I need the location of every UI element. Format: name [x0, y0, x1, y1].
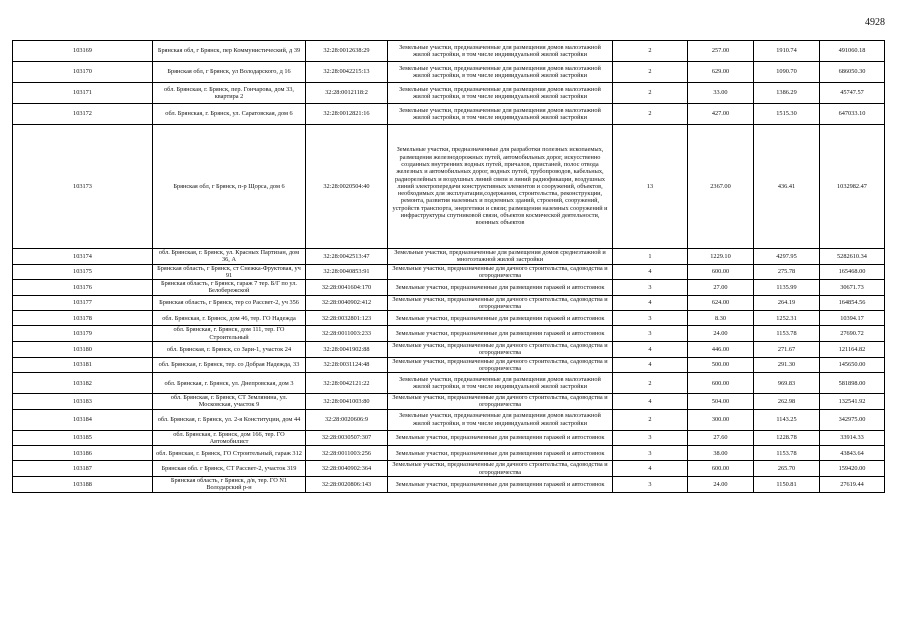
row-number-cell: 103183: [13, 394, 153, 410]
address-cell: Брянская обл, г Брянск, пер Коммунистический, д 39: [153, 41, 306, 62]
table-row: [13, 476, 885, 492]
use-category-cell: 3: [613, 476, 688, 492]
cadastral-value-cell: 647033.10: [820, 104, 885, 125]
use-category-cell: 2: [613, 409, 688, 430]
row-number-cell: 103176: [13, 280, 153, 296]
area-cell: 600.00: [688, 461, 754, 477]
land-use-cell: Земельные участки, предназначенные для размещения домов малоэтажной жилой застройки, в том числе индивидуальной жилой застройки: [388, 41, 613, 62]
land-use-cell: Земельные участки, предназначенные для размещения гаражей и автостоянок: [388, 430, 613, 446]
table-row: [13, 295, 885, 311]
land-use-cell: Земельные участки, предназначенные для дачного строительства, садоводства и огородничества: [388, 264, 613, 280]
area-cell: 600.00: [688, 264, 754, 280]
use-category-cell: 2: [613, 62, 688, 83]
area-cell: 500.00: [688, 357, 754, 373]
address-cell: обл. Брянская, г. Брянск, тер. со Добрая Надежда, 33: [153, 357, 306, 373]
unit-value-cell: 262.98: [754, 394, 820, 410]
address-cell: обл. Брянская, г. Брянск, ул. Красных Партизан, дом 36, А: [153, 249, 306, 265]
cadastral-value-cell: 164854.56: [820, 295, 885, 311]
cadastral-value-cell: 491060.18: [820, 41, 885, 62]
land-use-cell: Земельные участки, предназначенные для размещения гаражей и автостоянок: [388, 311, 613, 326]
row-number-cell: 103177: [13, 295, 153, 311]
land-use-cell: Земельные участки, предназначенные для дачного строительства, садоводства и огородничества: [388, 461, 613, 477]
cadastral-number-cell: 32:28:0041604:170: [306, 280, 388, 296]
table-row: [13, 264, 885, 280]
cadastral-number-cell: 32:28:0041003:80: [306, 394, 388, 410]
use-category-cell: 3: [613, 280, 688, 296]
cadastral-value-cell: 145650.00: [820, 357, 885, 373]
unit-value-cell: 1135.99: [754, 280, 820, 296]
row-number-cell: 103187: [13, 461, 153, 477]
land-use-cell: Земельные участки, предназначенные для дачного строительства, садоводства и огородничества: [388, 394, 613, 410]
table-row: [13, 41, 885, 62]
table-row: [13, 249, 885, 265]
use-category-cell: 4: [613, 461, 688, 477]
use-category-cell: 4: [613, 394, 688, 410]
address-cell: обл. Брянская, г. Брянск, СТ Землянина, ул. Московская, участок 9: [153, 394, 306, 410]
table-row: [13, 461, 885, 477]
cadastral-value-cell: 1032982.47: [820, 125, 885, 249]
row-number-cell: 103178: [13, 311, 153, 326]
cadastral-value-cell: 5282610.34: [820, 249, 885, 265]
unit-value-cell: 1252.31: [754, 311, 820, 326]
land-use-cell: Земельные участки, предназначенные для размещения домов малоэтажной жилой застройки, в том числе индивидуальной жилой застройки: [388, 62, 613, 83]
unit-value-cell: 1910.74: [754, 41, 820, 62]
table-row: [13, 104, 885, 125]
cadastral-number-cell: 32:28:0042121:22: [306, 373, 388, 394]
row-number-cell: 103170: [13, 62, 153, 83]
table-row: [13, 394, 885, 410]
address-cell: Брянская область, г Брянск, д/в, тер. ГО N1 Володарский р-н: [153, 476, 306, 492]
address-cell: обл. Брянская, г. Брянск, пер. Гончарова, дом 33, квартира 2: [153, 83, 306, 104]
use-category-cell: 3: [613, 326, 688, 342]
use-category-cell: 3: [613, 430, 688, 446]
row-number-cell: 103169: [13, 41, 153, 62]
area-cell: 504.00: [688, 394, 754, 410]
area-cell: 446.00: [688, 341, 754, 357]
unit-value-cell: 1153.78: [754, 326, 820, 342]
cadastral-number-cell: 32:28:0042215:13: [306, 62, 388, 83]
area-cell: 624.00: [688, 295, 754, 311]
address-cell: обл. Брянская, г. Брянск, со Зари-1, участок 24: [153, 341, 306, 357]
address-cell: Брянская обл, г Брянск, ул Володарского, д 16: [153, 62, 306, 83]
table-body: [13, 41, 885, 493]
cadastral-value-cell: 342975.00: [820, 409, 885, 430]
cadastral-value-cell: 581898.00: [820, 373, 885, 394]
cadastral-value-cell: 33914.33: [820, 430, 885, 446]
land-use-cell: Земельные участки, предназначенные для размещения домов малоэтажной жилой застройки, в том числе индивидуальной жилой застройки: [388, 409, 613, 430]
land-use-cell: Земельные участки, предназначенные для размещения гаражей и автостоянок: [388, 326, 613, 342]
area-cell: 38.00: [688, 446, 754, 461]
row-number-cell: 103188: [13, 476, 153, 492]
row-number-cell: 103182: [13, 373, 153, 394]
cadastral-value-cell: 45747.57: [820, 83, 885, 104]
cadastral-number-cell: 32:28:0012821:16: [306, 104, 388, 125]
address-cell: обл. Брянская, г. Брянск, дом 46, тер. ГО Надежда: [153, 311, 306, 326]
table-row: [13, 357, 885, 373]
cadastral-number-cell: 32:28:0020806:143: [306, 476, 388, 492]
cadastral-number-cell: 32:28:0042513:47: [306, 249, 388, 265]
address-cell: Брянская обл, г Брянск, п-р Щорса, дом 6: [153, 125, 306, 249]
cadastral-number-cell: 32:28:0020504:40: [306, 125, 388, 249]
unit-value-cell: 1386.29: [754, 83, 820, 104]
row-number-cell: 103181: [13, 357, 153, 373]
address-cell: Брянская обл. г Брянск, СТ Рассвет-2, участок 319: [153, 461, 306, 477]
unit-value-cell: 1090.70: [754, 62, 820, 83]
cadastral-value-cell: 686050.30: [820, 62, 885, 83]
cadastral-number-cell: 32:28:0030507:307: [306, 430, 388, 446]
area-cell: 629.00: [688, 62, 754, 83]
cadastral-number-cell: 32:28:0011003:256: [306, 446, 388, 461]
cadastral-value-cell: 10394.17: [820, 311, 885, 326]
address-cell: обл. Брянская, г. Брянск, дом 111, тер. ГО Строительный: [153, 326, 306, 342]
address-cell: обл. Брянская, г. Брянск, ул. 2-я Конституции, дом 44: [153, 409, 306, 430]
use-category-cell: 3: [613, 311, 688, 326]
area-cell: 600.00: [688, 373, 754, 394]
area-cell: 1229.10: [688, 249, 754, 265]
address-cell: Брянская область, г Брянск, гараж 7 тер. Б/Г по ул. Белобережской: [153, 280, 306, 296]
address-cell: обл. Брянская, г. Брянск, ГО Строительный, гараж 312: [153, 446, 306, 461]
row-number-cell: 103174: [13, 249, 153, 265]
area-cell: 8.30: [688, 311, 754, 326]
row-number-cell: 103180: [13, 341, 153, 357]
cadastral-number-cell: 32:28:0012638:29: [306, 41, 388, 62]
use-category-cell: 4: [613, 264, 688, 280]
row-number-cell: 103186: [13, 446, 153, 461]
cadastral-number-cell: 32:28:0040902:364: [306, 461, 388, 477]
unit-value-cell: 291.30: [754, 357, 820, 373]
unit-value-cell: 275.78: [754, 264, 820, 280]
cadastral-number-cell: 32:28:0041902:88: [306, 341, 388, 357]
row-number-cell: 103179: [13, 326, 153, 342]
land-use-cell: Земельные участки, предназначенные для размещения гаражей и автостоянок: [388, 476, 613, 492]
use-category-cell: 4: [613, 357, 688, 373]
address-cell: обл. Брянская, г. Брянск, ул. Саратовская, дом 6: [153, 104, 306, 125]
row-number-cell: 103173: [13, 125, 153, 249]
cadastral-value-cell: 30671.73: [820, 280, 885, 296]
cadastral-number-cell: 32:28:0040853:91: [306, 264, 388, 280]
cadastral-number-cell: 32:28:0020606:9: [306, 409, 388, 430]
use-category-cell: 1: [613, 249, 688, 265]
land-registry-table: [12, 40, 885, 493]
use-category-cell: 4: [613, 341, 688, 357]
unit-value-cell: 436.41: [754, 125, 820, 249]
cadastral-value-cell: 132541.92: [820, 394, 885, 410]
cadastral-number-cell: 32:28:0031124:48: [306, 357, 388, 373]
use-category-cell: 3: [613, 446, 688, 461]
area-cell: 257.00: [688, 41, 754, 62]
use-category-cell: 2: [613, 373, 688, 394]
cadastral-value-cell: 121164.82: [820, 341, 885, 357]
row-number-cell: 103175: [13, 264, 153, 280]
table-row: [13, 373, 885, 394]
area-cell: 27.00: [688, 280, 754, 296]
unit-value-cell: 4297.95: [754, 249, 820, 265]
cadastral-number-cell: 32:28:0011003:233: [306, 326, 388, 342]
cadastral-value-cell: 165468.00: [820, 264, 885, 280]
address-cell: Брянская область, г Брянск, ст Снежка-Фруктовая, уч 91: [153, 264, 306, 280]
unit-value-cell: 1228.78: [754, 430, 820, 446]
land-use-cell: Земельные участки, предназначенные для размещения домов малоэтажной жилой застройки, в том числе индивидуальной жилой застройки: [388, 104, 613, 125]
table-row: [13, 446, 885, 461]
area-cell: 427.00: [688, 104, 754, 125]
row-number-cell: 103171: [13, 83, 153, 104]
table-row: [13, 430, 885, 446]
area-cell: 33.00: [688, 83, 754, 104]
unit-value-cell: 969.83: [754, 373, 820, 394]
cadastral-value-cell: 27690.72: [820, 326, 885, 342]
unit-value-cell: 1515.30: [754, 104, 820, 125]
cadastral-value-cell: 27619.44: [820, 476, 885, 492]
land-use-cell: Земельные участки, предназначенные для размещения домов малоэтажной жилой застройки, в том числе индивидуальной жилой застройки: [388, 83, 613, 104]
table-row: [13, 311, 885, 326]
table-row: [13, 341, 885, 357]
use-category-cell: 2: [613, 104, 688, 125]
unit-value-cell: 1143.25: [754, 409, 820, 430]
unit-value-cell: 1150.81: [754, 476, 820, 492]
land-use-cell: Земельные участки, предназначенные для дачного строительства, садоводства и огородничества: [388, 295, 613, 311]
land-use-cell: Земельные участки, предназначенные для размещения домов среднеэтажной и многоэтажной жилой застройки: [388, 249, 613, 265]
land-use-cell: Земельные участки, предназначенные для размещения домов малоэтажной жилой застройки, в том числе индивидуальной жилой застройки: [388, 373, 613, 394]
table-row: [13, 62, 885, 83]
unit-value-cell: 265.70: [754, 461, 820, 477]
use-category-cell: 2: [613, 41, 688, 62]
area-cell: 24.00: [688, 326, 754, 342]
row-number-cell: 103184: [13, 409, 153, 430]
cadastral-number-cell: 32:28:0032801:123: [306, 311, 388, 326]
cadastral-number-cell: 32:28:0012118:2: [306, 83, 388, 104]
table-row: [13, 125, 885, 249]
unit-value-cell: 1153.78: [754, 446, 820, 461]
area-cell: 300.00: [688, 409, 754, 430]
cadastral-value-cell: 43843.64: [820, 446, 885, 461]
row-number-cell: 103172: [13, 104, 153, 125]
row-number-cell: 103185: [13, 430, 153, 446]
unit-value-cell: 264.19: [754, 295, 820, 311]
table-row: [13, 83, 885, 104]
page-number: 4928: [865, 17, 885, 28]
land-use-cell: Земельные участки, предназначенные для разработки полезных ископаемых, размещения железнодорожных путей, автомобильных дорог, искусственно созданных внутренних водных путей, причалов, пристаней, полос отвода железных и автомобильных дорог, водных путей, трубопроводов, кабельных, радиорелейных и воздушных линий связи и линий радиофикации, воздушных линий электропередачи конструктивных элементов и сооружений, объектов, необходимых для эксплуатации,содержания, строительства, реконструкции, ремонта, развития наземных и подземных зданий, строений, сооружений, устройств транспорта, энергетики и связи; размещения наземных сооружений и инфраструктуры спутниковой связи, объектов космической деятельности, военных объектов: [388, 125, 613, 249]
cadastral-number-cell: 32:28:0040902:412: [306, 295, 388, 311]
table-row: [13, 409, 885, 430]
area-cell: 2367.00: [688, 125, 754, 249]
land-use-cell: Земельные участки, предназначенные для дачного строительства, садоводства и огородничества: [388, 341, 613, 357]
table-row: [13, 326, 885, 342]
land-use-cell: Земельные участки, предназначенные для дачного строительства, садоводства и огородничества: [388, 357, 613, 373]
address-cell: обл. Брянская, г. Брянск, дом 166, тер. ГО Автомобилист: [153, 430, 306, 446]
table-row: [13, 280, 885, 296]
land-use-cell: Земельные участки, предназначенные для размещения гаражей и автостоянок: [388, 446, 613, 461]
use-category-cell: 2: [613, 83, 688, 104]
land-use-cell: Земельные участки, предназначенные для размещения гаражей и автостоянок: [388, 280, 613, 296]
use-category-cell: 13: [613, 125, 688, 249]
address-cell: Брянская область, г Брянск, тер со Рассвет-2, уч 356: [153, 295, 306, 311]
area-cell: 24.00: [688, 476, 754, 492]
use-category-cell: 4: [613, 295, 688, 311]
cadastral-value-cell: 159420.00: [820, 461, 885, 477]
unit-value-cell: 271.67: [754, 341, 820, 357]
address-cell: обл. Брянская, г. Брянск, ул. Днепровская, дом 3: [153, 373, 306, 394]
area-cell: 27.60: [688, 430, 754, 446]
